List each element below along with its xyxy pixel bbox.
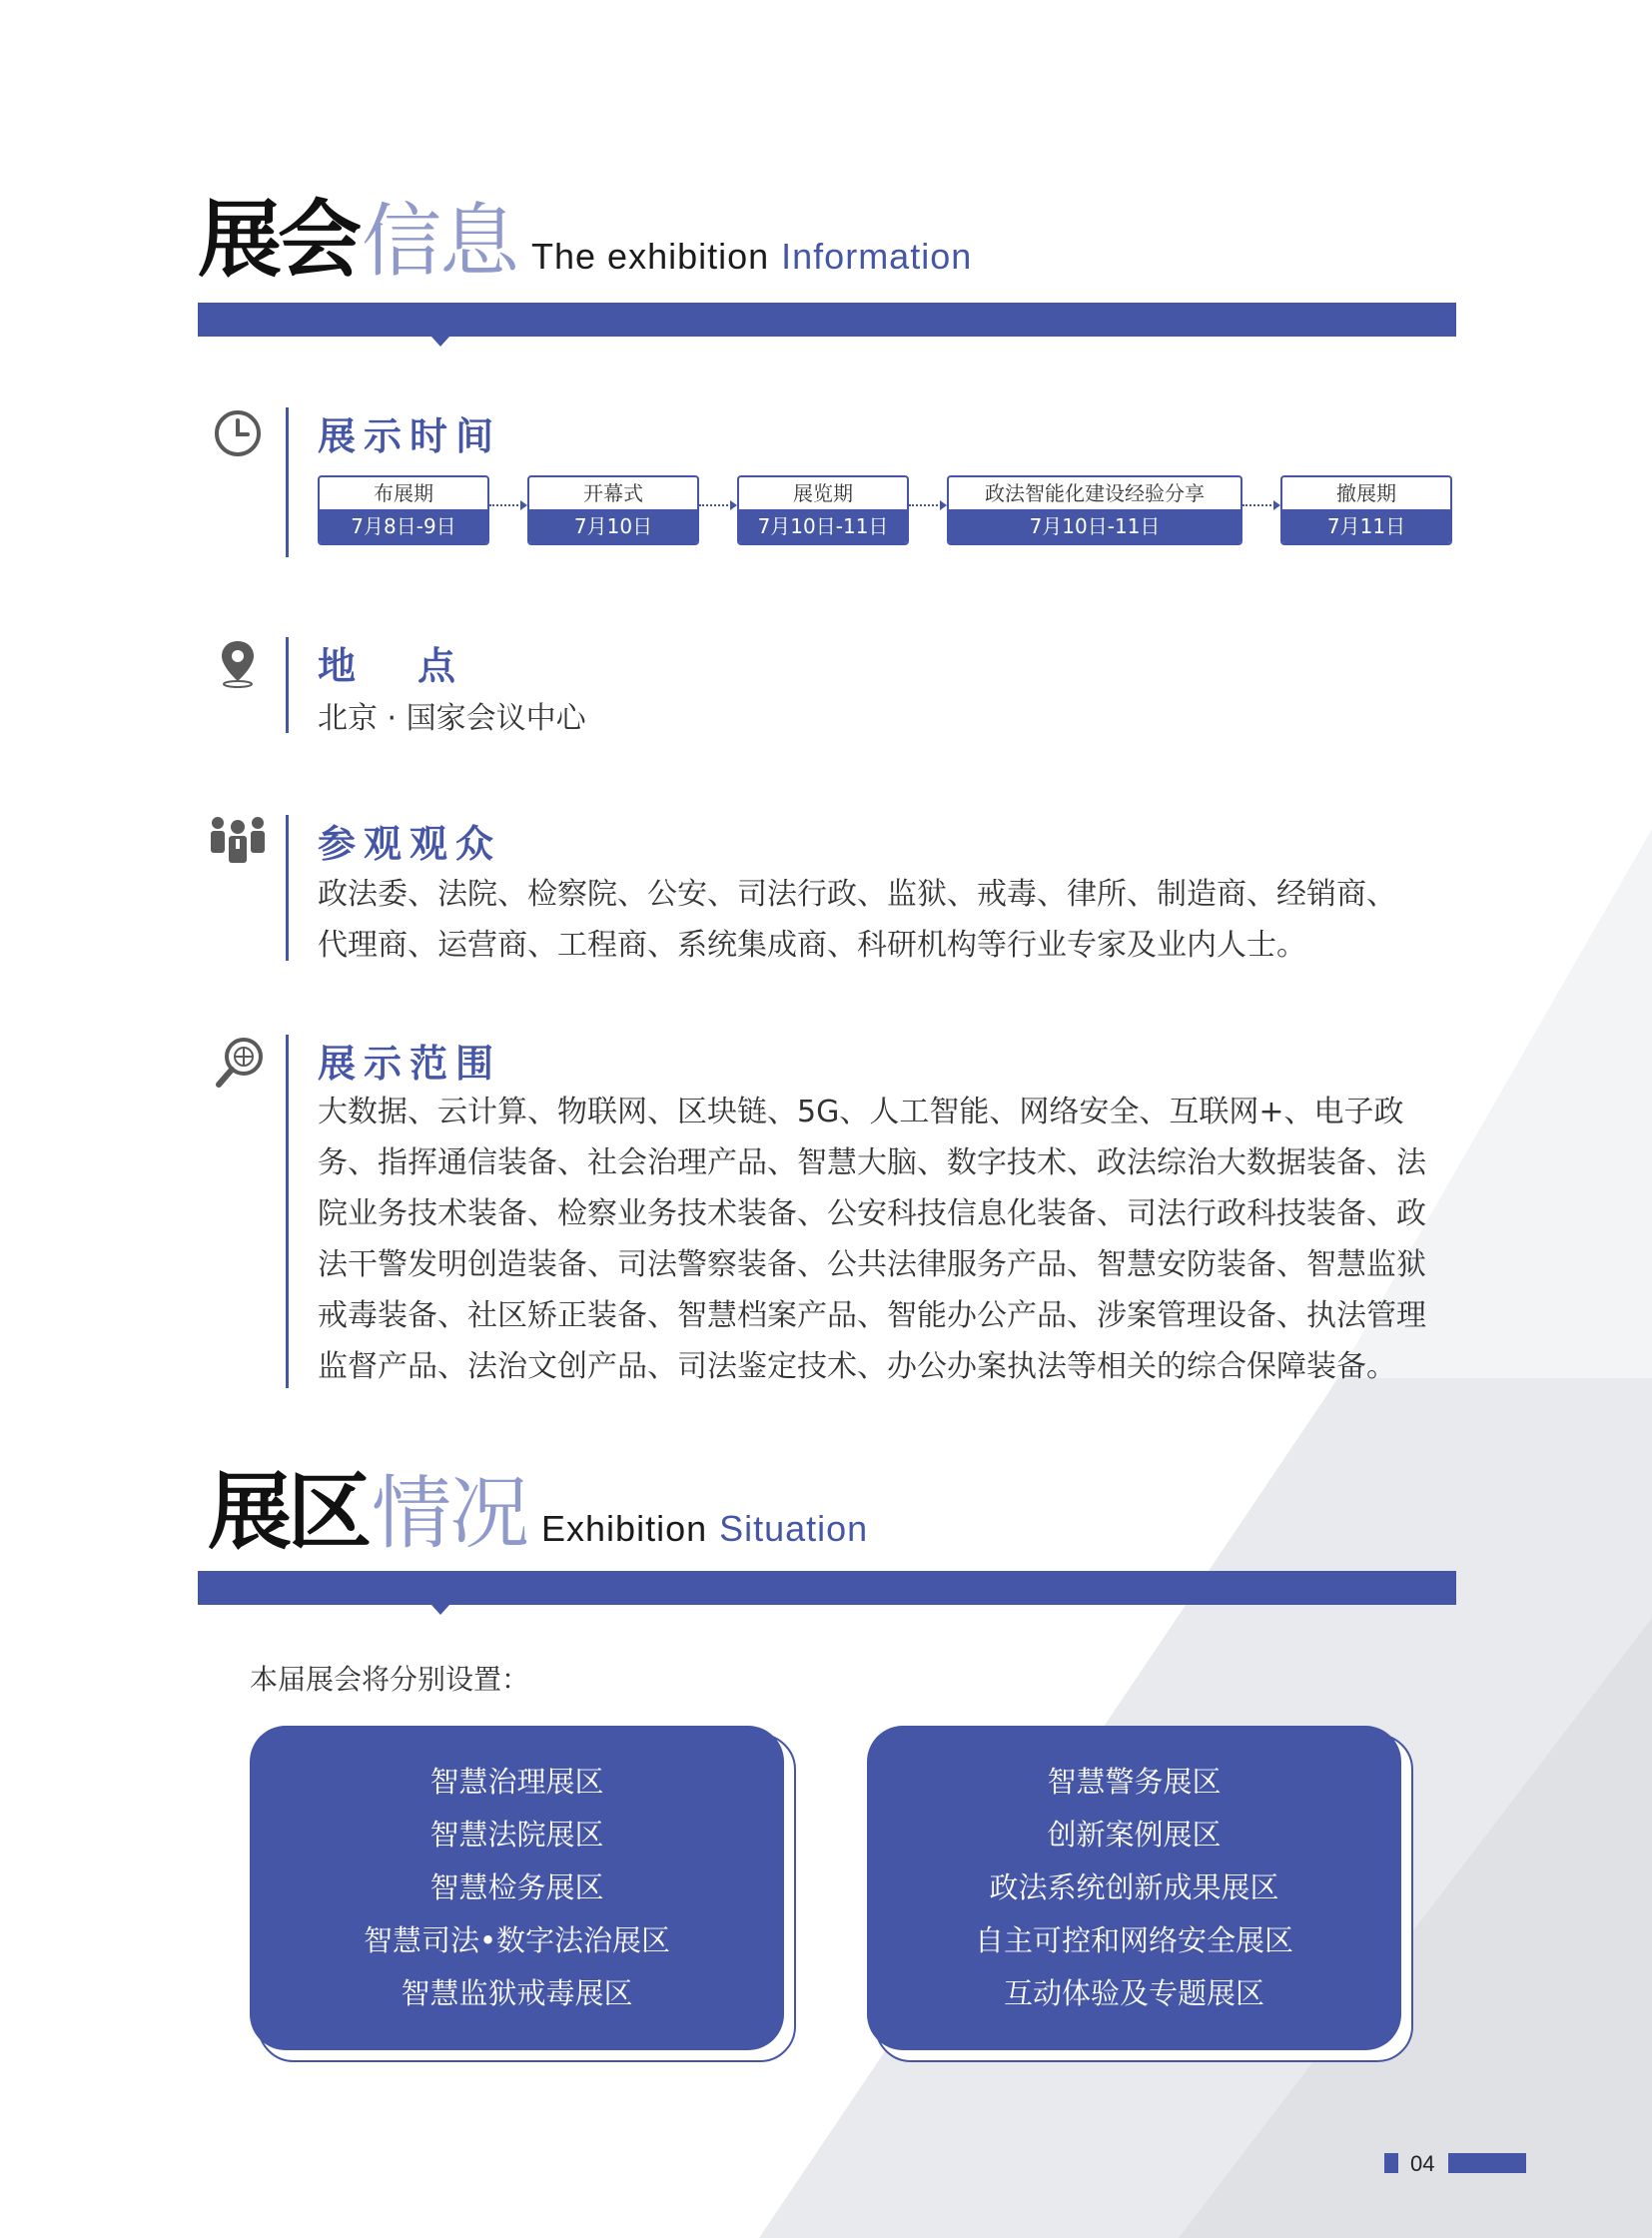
stage-date: 7月8日-9日 bbox=[320, 509, 487, 543]
section-title-zones bbox=[208, 1462, 869, 1561]
zone-item: 互动体验及专题展区 bbox=[1003, 1976, 1264, 2010]
section-bar-notch bbox=[431, 1605, 449, 1615]
section-subtitle-b: Information bbox=[781, 236, 973, 277]
stage-label: 布展期 bbox=[374, 481, 433, 505]
magnifier-globe-icon bbox=[212, 1033, 268, 1095]
people-icon bbox=[206, 813, 270, 865]
zone-item: 智慧警务展区 bbox=[1047, 1765, 1222, 1799]
page-number-marker bbox=[1384, 2153, 1398, 2173]
zone-list-right bbox=[867, 1726, 1401, 2050]
clock-icon bbox=[212, 407, 264, 459]
stage-label: 撤展期 bbox=[1336, 481, 1396, 505]
location-pin-icon bbox=[212, 637, 264, 689]
zone-item: 政法系统创新成果展区 bbox=[989, 1870, 1279, 1904]
timeline-connector bbox=[1242, 504, 1278, 506]
zone-card-right bbox=[867, 1726, 1411, 2060]
section-title-bold: 展区 bbox=[208, 1462, 369, 1561]
timeline-stage bbox=[318, 475, 489, 545]
stage-label: 政法智能化建设经验分享 bbox=[985, 481, 1205, 505]
location-text: 北京 · 国家会议中心 bbox=[318, 701, 586, 736]
divider-line bbox=[286, 637, 289, 733]
section-title-bold: 展会 bbox=[198, 190, 359, 289]
text-line: 戒毒装备、社区矫正装备、智慧档案产品、智能办公产品、涉案管理设备、执法管理 bbox=[318, 1298, 1426, 1333]
divider-line bbox=[286, 1035, 289, 1388]
zone-list-left bbox=[250, 1726, 784, 2050]
text-line: 代理商、运营商、工程商、系统集成商、科研机构等行业专家及业内人士。 bbox=[318, 928, 1306, 963]
divider-line bbox=[286, 407, 289, 557]
timeline-connector bbox=[909, 504, 945, 506]
timeline-connector bbox=[489, 504, 525, 506]
heading-scope: 展示范围 bbox=[318, 1042, 502, 1086]
heading-location: 地 点 bbox=[318, 644, 468, 688]
timeline-stage bbox=[527, 475, 699, 545]
page-number: 04 bbox=[1410, 2151, 1435, 2176]
page-number-bar bbox=[1448, 2153, 1526, 2173]
stage-date: 7月10日-11日 bbox=[949, 509, 1240, 543]
audience-text bbox=[318, 869, 1456, 971]
scope-text bbox=[318, 1087, 1456, 1392]
section-title-light: 信息 bbox=[362, 195, 518, 288]
stage-date: 7月11日 bbox=[1282, 509, 1450, 543]
zone-item: 自主可控和网络安全展区 bbox=[974, 1923, 1293, 1957]
text-line: 院业务技术装备、检察业务技术装备、公安科技信息化装备、司法行政科技装备、政 bbox=[318, 1196, 1426, 1231]
stage-label: 开幕式 bbox=[583, 481, 643, 505]
timeline-stage bbox=[1280, 475, 1452, 545]
zone-item: 智慧监狱戒毒展区 bbox=[401, 1976, 633, 2010]
text-line: 大数据、云计算、物联网、区块链、5G、人工智能、网络安全、互联网+、电子政 bbox=[318, 1095, 1404, 1129]
section-title-info bbox=[198, 190, 973, 289]
divider-line bbox=[286, 815, 289, 961]
section-bar-notch bbox=[431, 337, 449, 347]
zone-item: 智慧检务展区 bbox=[429, 1870, 604, 1904]
timeline-stage bbox=[947, 475, 1242, 545]
text-line: 监督产品、法治文创产品、司法鉴定技术、办公办案执法等相关的综合保障装备。 bbox=[318, 1349, 1396, 1384]
text-line: 务、指挥通信装备、社会治理产品、智慧大脑、数字技术、政法综治大数据装备、法 bbox=[318, 1145, 1426, 1180]
zone-item: 创新案例展区 bbox=[1047, 1818, 1222, 1852]
zone-item: 智慧治理展区 bbox=[429, 1765, 604, 1799]
stage-date: 7月10日 bbox=[529, 509, 697, 543]
stage-label: 展览期 bbox=[793, 481, 853, 505]
section-bar-zones bbox=[198, 1571, 1456, 1605]
text-line: 法干警发明创造装备、司法警察装备、公共法律服务产品、智慧安防装备、智慧监狱 bbox=[318, 1247, 1426, 1282]
timeline-stage bbox=[737, 475, 909, 545]
section-subtitle-b: Situation bbox=[719, 1508, 869, 1549]
heading-audience: 参观观众 bbox=[318, 822, 502, 866]
zones-intro: 本届展会将分别设置： bbox=[250, 1663, 530, 1696]
zone-item: 智慧司法•数字法治展区 bbox=[363, 1923, 671, 1957]
section-title-light: 情况 bbox=[372, 1467, 528, 1560]
text-line: 政法委、法院、检察院、公安、司法行政、监狱、戒毒、律所、制造商、经销商、 bbox=[318, 877, 1396, 912]
zone-item: 智慧法院展区 bbox=[429, 1818, 604, 1852]
section-subtitle-a: Exhibition bbox=[541, 1508, 708, 1549]
section-subtitle-a: The exhibition bbox=[531, 236, 770, 277]
stage-date: 7月10日-11日 bbox=[739, 509, 907, 543]
timeline-connector bbox=[699, 504, 735, 506]
heading-schedule: 展示时间 bbox=[318, 414, 502, 458]
zone-card-left bbox=[250, 1726, 794, 2060]
section-bar-info bbox=[198, 303, 1456, 337]
